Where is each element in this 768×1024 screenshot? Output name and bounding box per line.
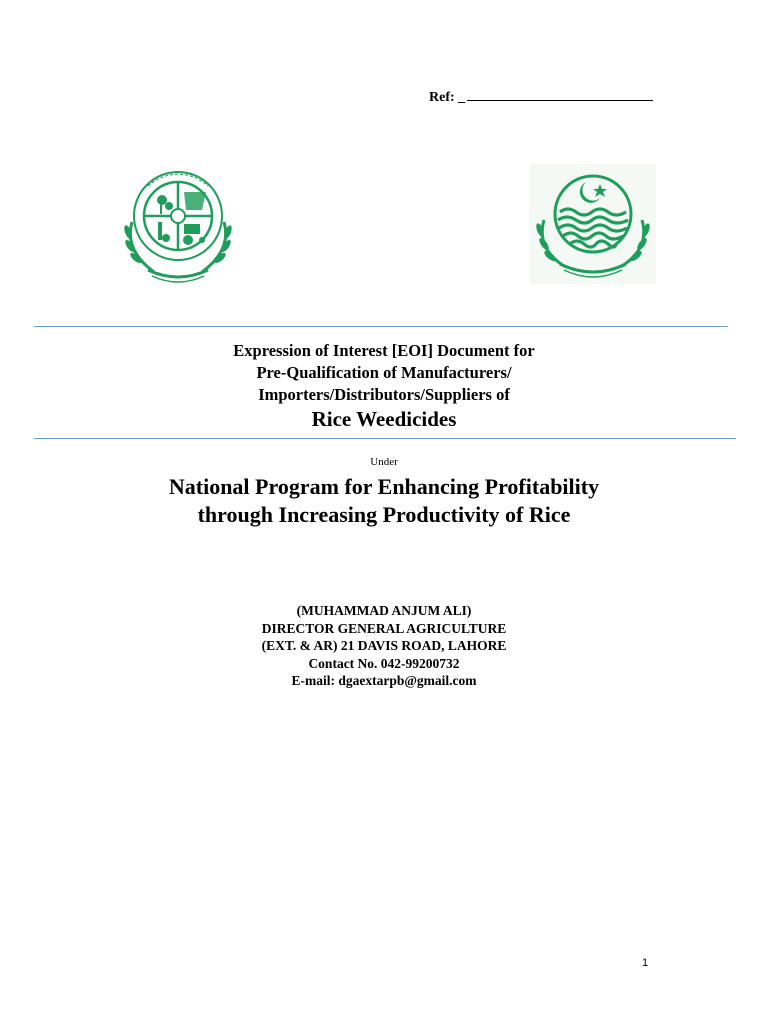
contact-name: (MUHAMMAD ANJUM ALI) (296, 603, 472, 618)
page-number: 1 (642, 957, 649, 969)
top-divider (34, 326, 728, 327)
bottom-divider (34, 438, 736, 439)
contact-email: E-mail: dgaextarpb@gmail.com (291, 673, 477, 688)
reference-blank-line (467, 87, 653, 101)
title-line-2: Pre-Qualification of Manufacturers/ (256, 363, 512, 382)
contact-designation: DIRECTOR GENERAL AGRICULTURE (261, 620, 507, 636)
title-line-3: Importers/Distributors/Suppliers of (258, 385, 510, 404)
under-label: Under (370, 456, 398, 468)
program-title (0, 473, 768, 529)
contact-address: (EXT. & AR) 21 DAVIS ROAD, LAHORE (261, 638, 507, 653)
reference-field (429, 87, 653, 106)
punjab-government-emblem-icon (530, 164, 656, 284)
contact-block (0, 602, 768, 690)
product-heading: Rice Weedicides (311, 407, 457, 431)
title-line-1: Expression of Interest [EOI] Document for (233, 341, 535, 360)
reference-label: Ref: _ (429, 90, 466, 105)
program-line-1: National Program for Enhancing Profitability (168, 474, 600, 499)
contact-phone: Contact No. 042-99200732 (308, 655, 460, 671)
program-line-2: through Increasing Productivity of Rice (197, 502, 571, 527)
agriculture-department-emblem-icon (114, 160, 242, 286)
document-title (0, 340, 768, 406)
